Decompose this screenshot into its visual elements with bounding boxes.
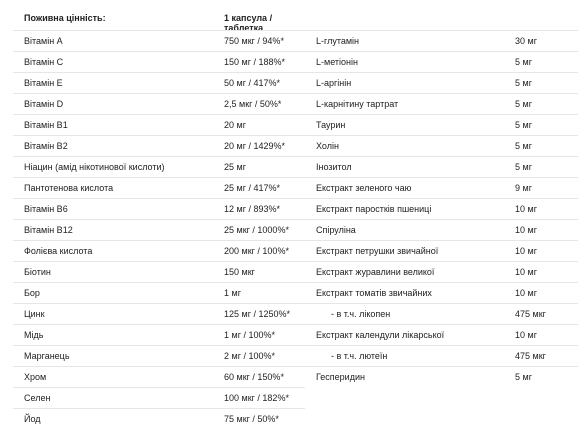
table-row xyxy=(13,303,305,324)
table-row xyxy=(13,51,305,72)
table-row xyxy=(13,114,305,135)
table-row xyxy=(305,219,578,240)
nutrient-name: Марганець xyxy=(24,351,70,361)
table-row xyxy=(305,114,578,135)
table-row xyxy=(13,240,305,261)
nutrient-amount: 150 мкг xyxy=(224,267,255,277)
nutrient-amount: 5 мг xyxy=(515,372,532,382)
right-nutrient-list xyxy=(305,30,578,387)
nutrient-name: Екстракт зеленого чаю xyxy=(316,183,412,193)
nutrient-name: Біотин xyxy=(24,267,51,277)
nutrient-amount: 75 мкг / 50%* xyxy=(224,414,279,424)
table-row xyxy=(305,156,578,177)
nutrient-name: Вітамін В12 xyxy=(24,225,73,235)
table-row xyxy=(13,282,305,303)
nutrient-amount: 30 мг xyxy=(515,36,537,46)
nutrient-name: Екстракт календули лікарської xyxy=(316,330,445,340)
nutrient-name: Екстракт журавлини великої xyxy=(316,267,435,277)
nutrient-name: Спіруліна xyxy=(316,225,356,235)
table-row xyxy=(13,93,305,114)
nutrient-amount: 100 мкг / 182%* xyxy=(224,393,289,403)
nutrient-name: Екстракт томатів звичайних xyxy=(316,288,432,298)
left-nutrient-list xyxy=(0,30,305,429)
table-row xyxy=(13,177,305,198)
nutrient-name: L-глутамін xyxy=(316,36,360,46)
nutrient-amount: 5 мг xyxy=(515,120,532,130)
nutrient-amount: 25 мкг / 1000%* xyxy=(224,225,289,235)
nutrient-name: Мідь xyxy=(24,330,44,340)
nutrient-amount: 1 мг xyxy=(224,288,241,298)
nutrient-amount: 2 мг / 100%* xyxy=(224,351,275,361)
nutrient-name: Вітамін В6 xyxy=(24,204,68,214)
table-row xyxy=(13,261,305,282)
table-row xyxy=(13,366,305,387)
table-row xyxy=(305,324,578,345)
table-row xyxy=(305,240,578,261)
nutrient-name: L-метіонін xyxy=(316,57,358,67)
nutrient-amount: 25 мг xyxy=(224,162,246,172)
nutrient-name: Йод xyxy=(24,414,41,424)
nutrient-amount: 10 мг xyxy=(515,225,537,235)
nutrient-amount: 9 мг xyxy=(515,183,532,193)
nutrient-name: Інозитол xyxy=(316,162,352,172)
nutrient-name: Вітамін В2 xyxy=(24,141,68,151)
table-row xyxy=(305,93,578,114)
nutrient-name: Вітамін Е xyxy=(24,78,63,88)
table-row xyxy=(13,156,305,177)
nutrient-name: Холін xyxy=(316,141,339,151)
nutrient-name: Вітамін В1 xyxy=(24,120,68,130)
nutrient-name: Ніацин (амід нікотинової кислоти) xyxy=(24,162,165,172)
nutrient-amount: 10 мг xyxy=(515,246,537,256)
nutrient-name: Вітамін С xyxy=(24,57,64,67)
table-row xyxy=(13,135,305,156)
nutrient-name: Хром xyxy=(24,372,47,382)
nutrient-name: Цинк xyxy=(24,309,45,319)
table-row xyxy=(305,198,578,219)
table-row xyxy=(13,30,305,51)
table-row xyxy=(13,198,305,219)
nutrient-amount: 5 мг xyxy=(515,78,532,88)
table-row xyxy=(305,261,578,282)
nutrient-amount: 10 мг xyxy=(515,330,537,340)
nutrient-name: Вітамін D xyxy=(24,99,64,109)
nutrient-amount: 475 мкг xyxy=(515,309,546,319)
nutrient-name: Екстракт петрушки звичайної xyxy=(316,246,439,256)
nutrient-amount: 10 мг xyxy=(515,204,537,214)
nutrient-name: Пантотенова кислота xyxy=(24,183,114,193)
table-row xyxy=(305,303,578,324)
nutrient-name: Екстракт паростків пшениці xyxy=(316,204,432,214)
nutrient-amount: 475 мкг xyxy=(515,351,546,361)
header-serving-label: 1 капсула / таблетка xyxy=(224,13,273,33)
nutrient-amount: 50 мг / 417%* xyxy=(224,78,281,88)
nutrient-amount: 5 мг xyxy=(515,141,532,151)
table-row xyxy=(305,177,578,198)
nutrient-name: L-карнітину тартрат xyxy=(316,99,399,109)
table-row xyxy=(13,72,305,93)
table-row xyxy=(305,30,578,51)
nutrient-name: Фолієва кислота xyxy=(24,246,93,256)
nutrient-name: - в т.ч. лікопен xyxy=(331,309,391,319)
nutrient-amount: 10 мг xyxy=(515,267,537,277)
nutrient-name: Таурин xyxy=(316,120,346,130)
table-row xyxy=(13,345,305,366)
table-row xyxy=(13,387,305,408)
nutrient-name: Вітамін А xyxy=(24,36,63,46)
nutrient-amount: 20 мг / 1429%* xyxy=(224,141,286,151)
table-row xyxy=(13,219,305,240)
table-row xyxy=(305,282,578,303)
nutrient-name: Гесперидин xyxy=(316,372,365,382)
table-row xyxy=(305,135,578,156)
nutrient-amount: 25 мг / 417%* xyxy=(224,183,281,193)
table-row xyxy=(13,324,305,345)
nutrient-amount: 750 мкг / 94%* xyxy=(224,36,284,46)
header-nutrition-label: Поживна цінність: xyxy=(24,13,106,23)
nutrient-amount: 200 мкг / 100%* xyxy=(224,246,289,256)
nutrient-amount: 150 мг / 188%* xyxy=(224,57,286,67)
nutrient-amount: 20 мг xyxy=(224,120,246,130)
nutrient-amount: 2,5 мкг / 50%* xyxy=(224,99,282,109)
nutrient-name: L-аргінін xyxy=(316,78,352,88)
nutrient-amount: 5 мг xyxy=(515,99,532,109)
nutrient-name: - в т.ч. лютеїн xyxy=(331,351,388,361)
table-row xyxy=(305,51,578,72)
table-row xyxy=(305,366,578,387)
nutrient-amount: 12 мг / 893%* xyxy=(224,204,281,214)
nutrient-amount: 125 мг / 1250%* xyxy=(224,309,291,319)
nutrient-amount: 60 мкг / 150%* xyxy=(224,372,284,382)
table-row xyxy=(305,72,578,93)
table-header xyxy=(0,8,305,33)
table-row xyxy=(305,345,578,366)
table-row xyxy=(13,408,305,429)
nutrient-amount: 5 мг xyxy=(515,162,532,172)
nutrient-name: Бор xyxy=(24,288,40,298)
nutrient-name: Селен xyxy=(24,393,51,403)
nutrient-amount: 5 мг xyxy=(515,57,532,67)
nutrient-amount: 10 мг xyxy=(515,288,537,298)
nutrient-amount: 1 мг / 100%* xyxy=(224,330,275,340)
